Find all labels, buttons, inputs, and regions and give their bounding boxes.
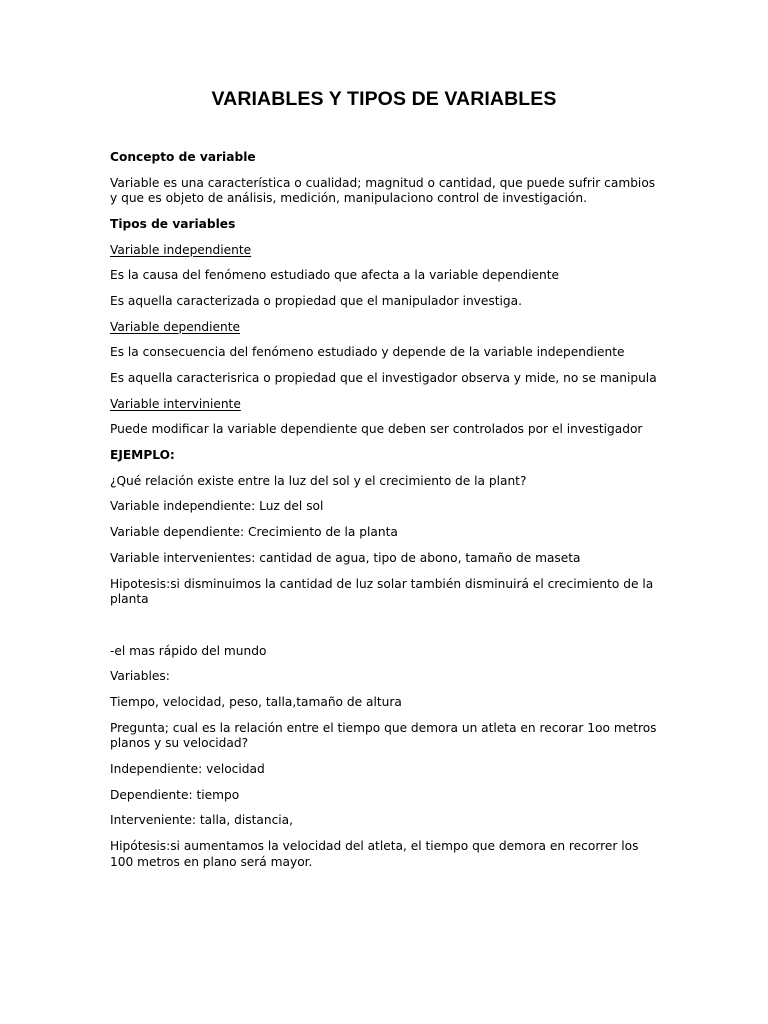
subheading-interviniente: Variable interviniente bbox=[110, 396, 241, 411]
subheading-independiente: Variable independiente bbox=[110, 242, 252, 257]
paragraph-ejemplo-2: -el mas rápido del mundo bbox=[110, 643, 267, 658]
paragraph-var-dependiente-1: Variable dependiente: Crecimiento de la planta bbox=[110, 525, 398, 540]
paragraph-pregunta-2: Pregunta; cual es la relación entre el tiempo que demora un atleta en recorar 1oo metros planos y su velocidad? bbox=[110, 720, 657, 751]
paragraph-hipotesis-1: Hipotesis:si disminuimos la cantidad de luz solar también disminuirá el crecimiento de la planta bbox=[110, 576, 654, 606]
document-title: VARIABLES Y TIPOS DE VARIABLES bbox=[211, 88, 557, 110]
paragraph-dependiente-1: Es la consecuencia del fenómeno estudiado y depende de la variable independiente bbox=[110, 345, 625, 360]
paragraph-variables-list: Tiempo, velocidad, peso, talla,tamaño de altura bbox=[110, 695, 402, 710]
paragraph-dependiente-2-ej: Dependiente: tiempo bbox=[110, 787, 240, 802]
paragraph-var-intervenientes-1: Variable intervenientes: cantidad de agua, tipo de abono, tamaño de maseta bbox=[110, 550, 581, 565]
paragraph-variables-label: Variables: bbox=[110, 669, 170, 684]
paragraph-pregunta-1: ¿Qué relación existe entre la luz del sol y el crecimiento de la plant? bbox=[110, 473, 527, 488]
paragraph-hipotesis-2: Hipótesis:si aumentamos la velocidad del atleta, el tiempo que demora en recorrer los 100 metros en plano será mayor. bbox=[110, 839, 639, 869]
heading-tipos: Tipos de variables bbox=[110, 216, 236, 231]
subheading-dependiente: Variable dependiente bbox=[110, 319, 241, 334]
paragraph-independiente-2-ej: Independiente: velocidad bbox=[110, 761, 265, 776]
heading-ejemplo: EJEMPLO: bbox=[110, 448, 175, 463]
document-body bbox=[110, 150, 660, 880]
spacer bbox=[110, 618, 660, 644]
paragraph-interviniente: Puede modificar la variable dependiente que deben ser controlados por el investigador bbox=[110, 422, 643, 437]
paragraph-dependiente-2: Es aquella caracterisrica o propiedad que el investigador observa y mide, no se manipula bbox=[110, 371, 657, 385]
paragraph-independiente-2: Es aquella caracterizada o propiedad que el manipulador investiga. bbox=[110, 293, 522, 308]
heading-concepto: Concepto de variable bbox=[110, 150, 256, 164]
paragraph-definicion: Variable es una característica o cualidad; magnitud o cantidad, que puede sufrir cambios y que es objeto de análisis, medición, manipulaciono control de investigación. bbox=[110, 175, 656, 206]
paragraph-independiente-1: Es la causa del fenómeno estudiado que afecta a la variable dependiente bbox=[110, 268, 559, 283]
paragraph-interveniente-2-ej: Interveniente: talla, distancia, bbox=[110, 813, 294, 828]
paragraph-var-independiente-1: Variable independiente: Luz del sol bbox=[110, 499, 324, 514]
